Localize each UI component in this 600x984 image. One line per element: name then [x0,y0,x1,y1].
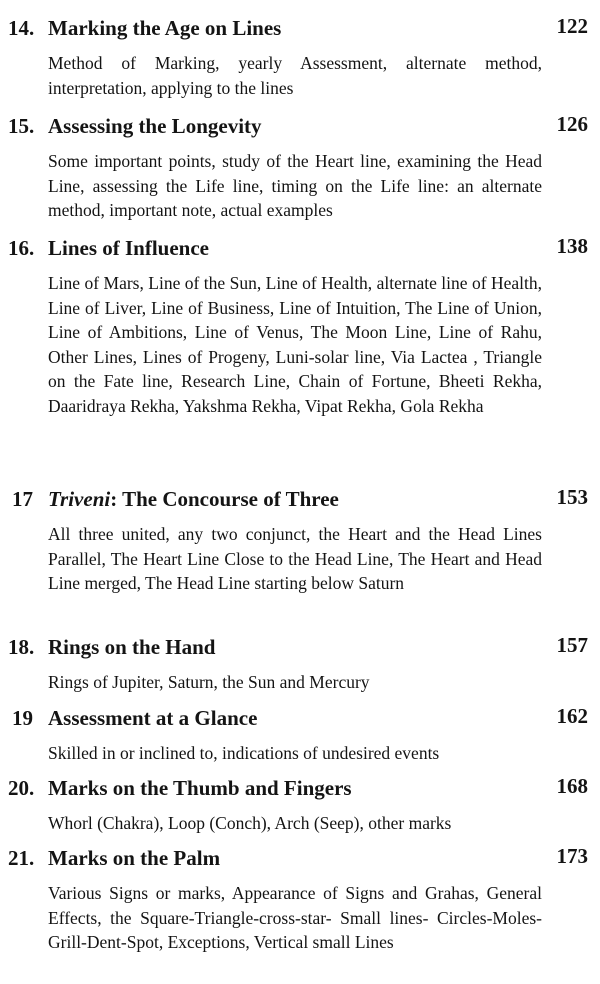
chapter-title: Marks on the Thumb and Fingers [48,776,352,800]
page-number: 168 [556,774,588,798]
chapter-number: 20. [8,776,35,800]
chapter-description: Whorl (Chakra), Loop (Conch), Arch (Seep), other marks [48,813,452,833]
chapter-description: Skilled in or inclined to, indications of undesired events [48,743,440,763]
chapter-title [48,486,339,512]
page-number: 153 [556,485,588,509]
chapter-number: 21. [8,846,35,870]
chapter-number: 16. [8,236,35,260]
page-number: 122 [556,14,588,38]
page-number: 126 [556,112,588,136]
page-number: 138 [556,234,588,258]
chapter-description: All three united, any two conjunct, the Heart and the Head Lines Parallel, The Heart Line Close to the Head Line, The Heart and Head Line merged, The Head Line starting below Saturn [48,524,542,593]
chapter-number: 14. [8,16,35,40]
chapter-title: Rings on the Hand [48,635,216,659]
chapter-description: Various Signs or marks, Appearance of Signs and Grahas, General Effects, the Square-Triangle-cross-star- Small lines- Circles-Moles-Grill-Dent-Spot, Exceptions, Vertical small Lines [48,883,542,952]
page-number: 173 [556,844,588,868]
chapter-description: Method of Marking, yearly Assessment, alternate method, interpretation, applying to the lines [48,53,542,98]
chapter-title: Assessing the Longevity [48,114,262,138]
chapter-title: Lines of Influence [48,236,210,260]
chapter-number: 15. [8,114,35,138]
page-number: 157 [556,633,588,657]
chapter-title-italic: Triveni [48,487,111,511]
chapter-number: 17 [12,487,33,511]
chapter-description: Some important points, study of the Heart line, examining the Head Line, assessing the Life line, timing on the Life line: an alternate method, important note, actual examples [48,151,542,220]
chapter-title: Assessment at a Glance [48,706,258,730]
chapter-number: 19 [12,706,33,730]
chapter-description: Line of Mars, Line of the Sun, Line of Health, alternate line of Health, Line of Liver, Line of Business, Line of Intuition, The Line of Union, Line of Ambitions, Line of Venus, The Moon Line, Line of Rahu, Other Lines, Lines of Progeny, Luni-solar line, Via Lactea , Triangle on the Fate line, Research Line, Chain of Fortune, Bheeti Rekha, Daaridraya Rekha, Yakshma Rekha, Vipat Rekha, Gola Rekha [48,273,542,416]
chapter-title: Marks on the Palm [48,846,221,870]
chapter-title: Marking the Age on Lines [48,16,282,40]
page-number: 162 [556,704,588,728]
chapter-description: Rings of Jupiter, Saturn, the Sun and Mercury [48,672,370,692]
chapter-number: 18. [8,635,35,659]
chapter-title-rest: : The Concourse of Three [110,487,339,511]
